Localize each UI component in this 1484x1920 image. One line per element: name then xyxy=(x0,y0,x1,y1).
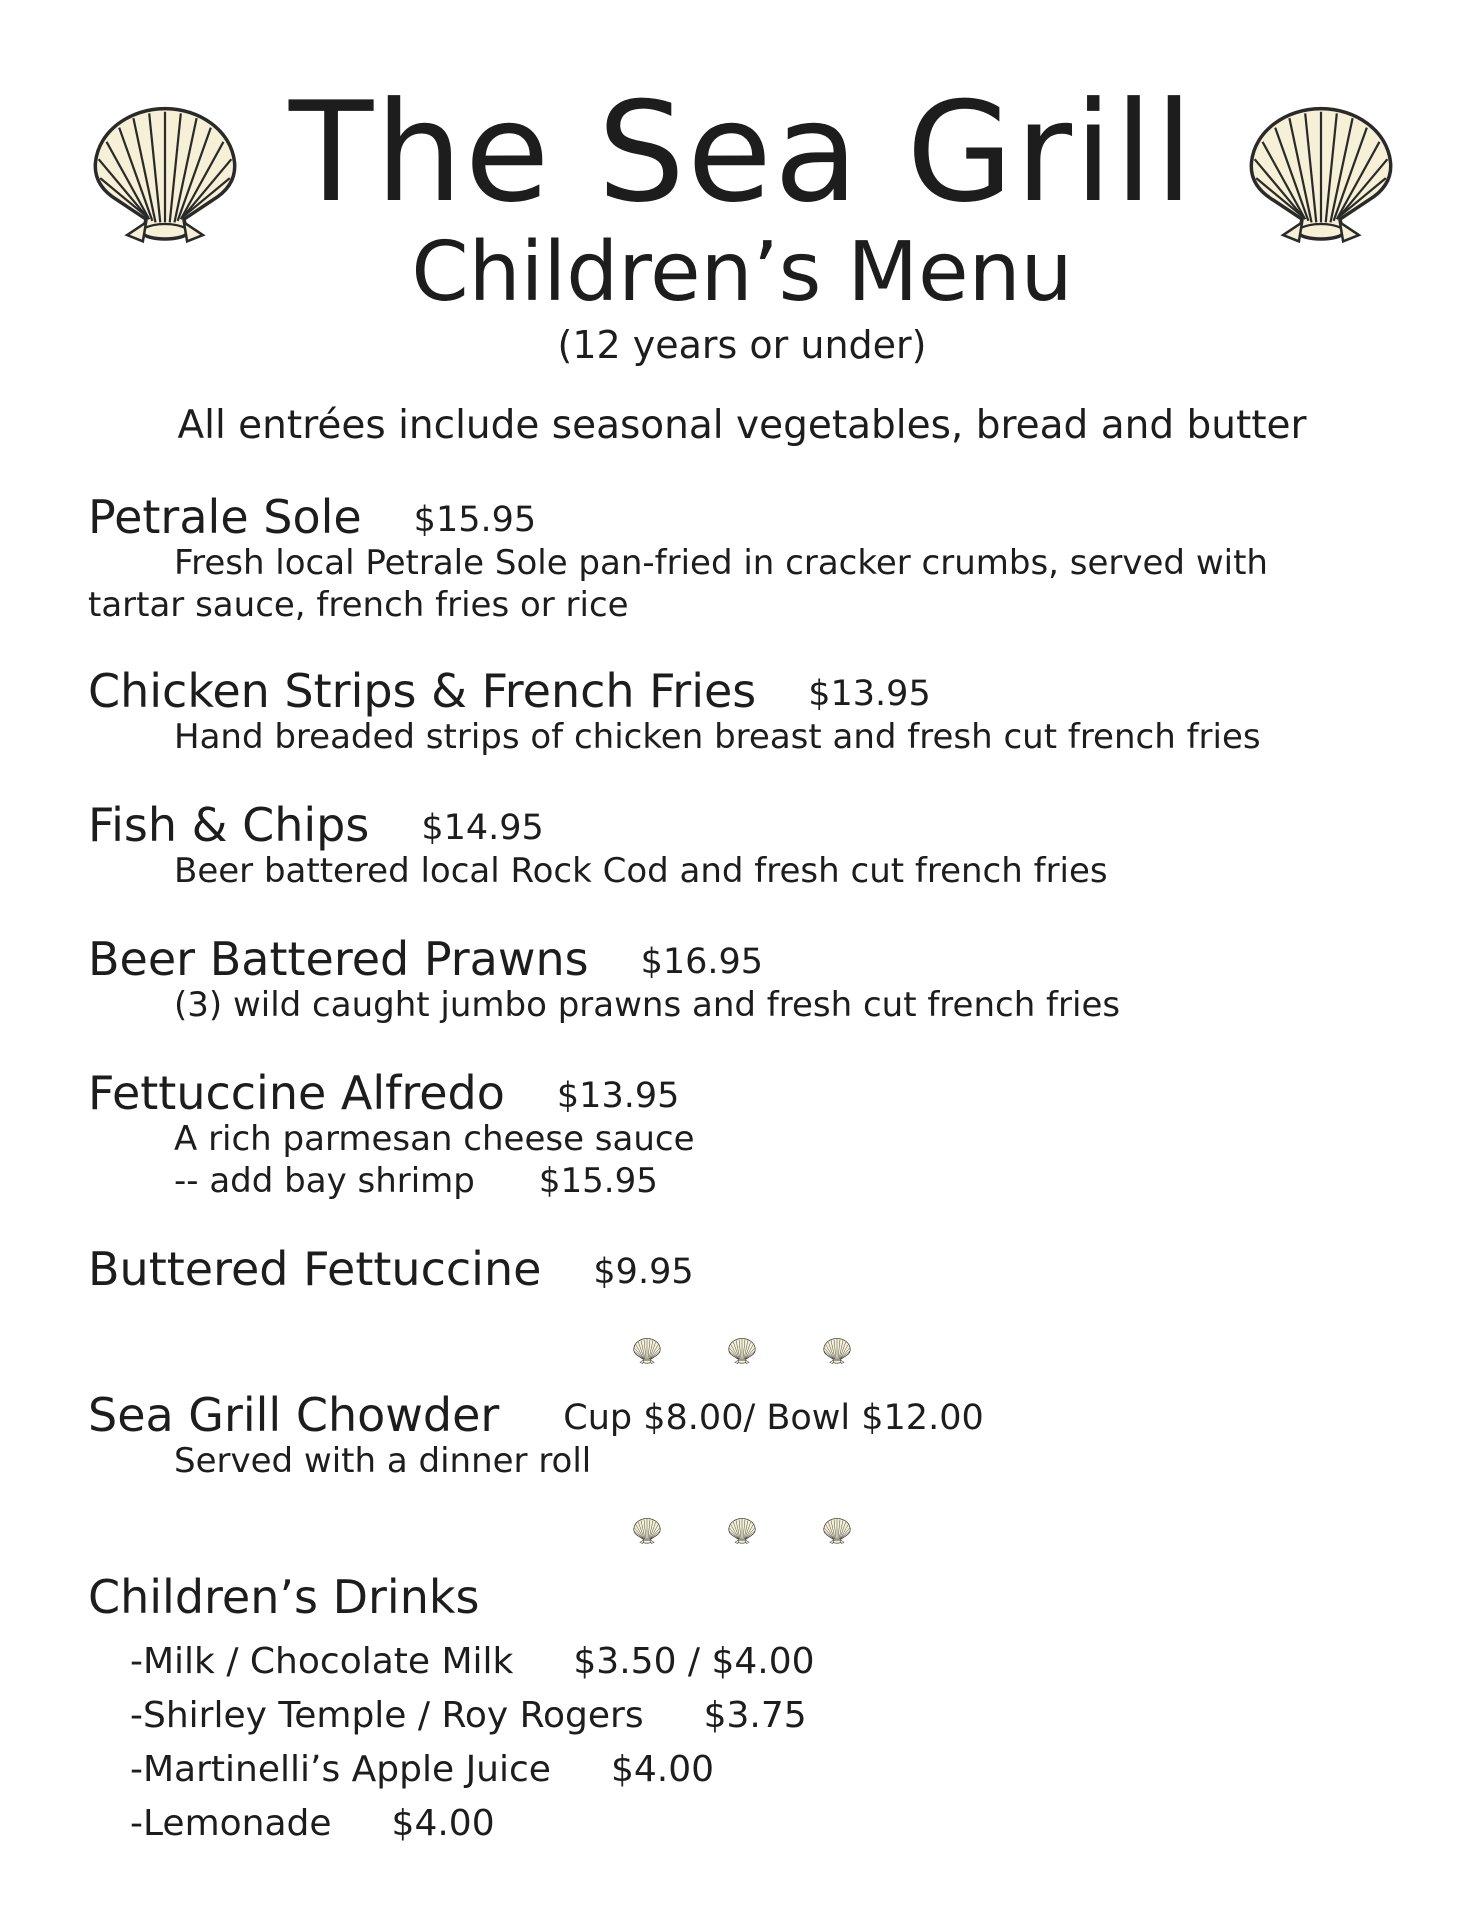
drink-label: -Shirley Temple / Roy Rogers xyxy=(130,1695,644,1736)
item-price: $13.95 xyxy=(556,1076,680,1116)
item-description: Hand breaded strips of chicken breast and fresh cut french fries xyxy=(174,717,1261,757)
chowder-item xyxy=(88,1388,1408,1482)
mini-scallop-shell-icon xyxy=(822,1336,852,1366)
item-price: Cup $8.00/ Bowl $12.00 xyxy=(563,1398,984,1438)
item-price: $15.95 xyxy=(413,500,537,540)
item-name: Fettuccine Alfredo xyxy=(88,1066,505,1120)
item-name: Chicken Strips & French Fries xyxy=(88,664,757,718)
menu-item xyxy=(88,490,1408,626)
item-name: Petrale Sole xyxy=(88,490,362,544)
shell-divider xyxy=(0,1336,1484,1370)
restaurant-title: The Sea Grill xyxy=(288,72,1196,233)
menu-subtitle: Children’s Menu xyxy=(411,225,1073,320)
item-description: A rich parmesan cheese sauce xyxy=(174,1119,695,1159)
item-description: (3) wild caught jumbo prawns and fresh cut french fries xyxy=(174,985,1121,1025)
mini-scallop-shell-icon xyxy=(822,1516,852,1546)
shell-divider xyxy=(0,1516,1484,1550)
menu-item xyxy=(88,798,1408,892)
drink-item xyxy=(130,1803,495,1844)
item-description: Beer battered local Rock Cod and fresh cut french fries xyxy=(174,851,1108,891)
drink-item xyxy=(130,1695,807,1736)
item-price: $13.95 xyxy=(808,674,931,714)
drink-item xyxy=(130,1641,815,1682)
menu-item xyxy=(88,932,1408,1026)
menu-item xyxy=(88,1066,1408,1202)
mini-scallop-shell-icon xyxy=(632,1516,662,1546)
item-name: Buttered Fettuccine xyxy=(88,1242,542,1296)
item-name: Beer Battered Prawns xyxy=(88,932,589,986)
drink-label: -Martinelli’s Apple Juice xyxy=(130,1749,551,1790)
menu-item xyxy=(88,1242,1408,1296)
item-description: Fresh local Petrale Sole pan-fried in cracker crumbs, served with xyxy=(174,543,1268,583)
item-price: $14.95 xyxy=(421,808,544,848)
drink-item xyxy=(130,1749,715,1790)
drink-price: $4.00 xyxy=(610,1749,715,1790)
includes-note: All entrées include seasonal vegetables, bread and butter xyxy=(177,403,1307,448)
item-name: Fish & Chips xyxy=(88,798,370,852)
item-description: Served with a dinner roll xyxy=(174,1441,592,1481)
age-note: (12 years or under) xyxy=(557,323,927,367)
menu-item xyxy=(88,664,1408,758)
mini-scallop-shell-icon xyxy=(727,1336,757,1366)
mini-scallop-shell-icon xyxy=(632,1336,662,1366)
item-description: tartar sauce, french fries or rice xyxy=(88,585,629,625)
drink-price: $3.50 / $4.00 xyxy=(573,1641,815,1682)
drink-label: -Lemonade xyxy=(130,1803,332,1844)
item-price: $9.95 xyxy=(593,1252,694,1292)
drink-price: $3.75 xyxy=(703,1695,807,1736)
addon-label: -- add bay shrimp xyxy=(174,1161,475,1201)
item-name: Sea Grill Chowder xyxy=(88,1388,500,1442)
mini-scallop-shell-icon xyxy=(727,1516,757,1546)
drink-price: $4.00 xyxy=(391,1803,495,1844)
drink-label: -Milk / Chocolate Milk xyxy=(130,1641,514,1682)
addon-price: $15.95 xyxy=(538,1161,658,1201)
drinks-heading: Children’s Drinks xyxy=(88,1570,480,1624)
item-price: $16.95 xyxy=(640,942,764,982)
